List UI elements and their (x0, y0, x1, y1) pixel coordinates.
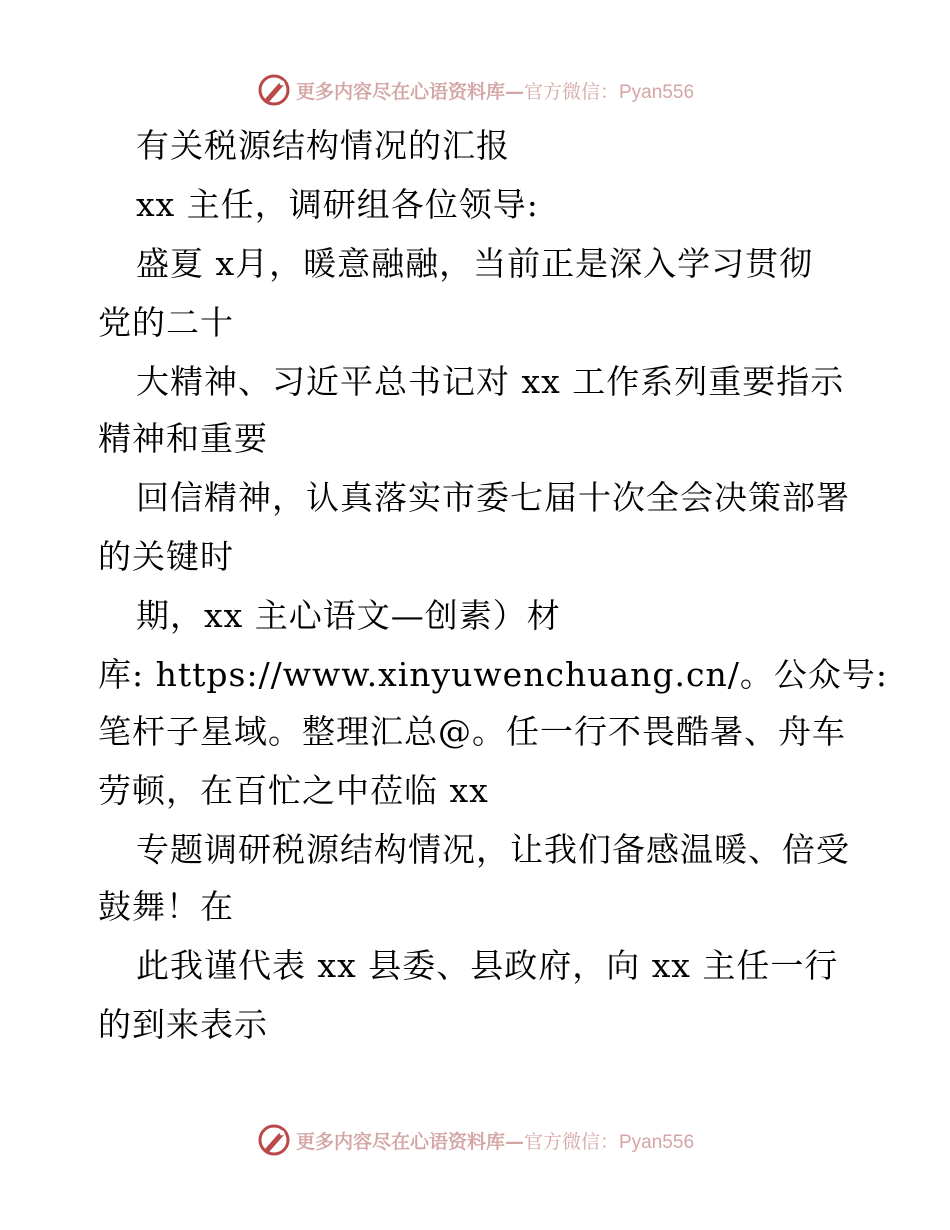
paragraph-line: 笔杆子星域。整理汇总@。任一行不畏酷暑、舟车 (98, 712, 846, 751)
paragraph-line: 鼓舞！在 (98, 887, 234, 926)
paragraph-line: 库: https://www.xinyuwenchuang.cn/。公众号: (98, 655, 888, 694)
paragraph-line: 党的二十 (98, 303, 234, 342)
watermark-wechat: 官方微信：Pyan556 (524, 1131, 695, 1153)
paragraph-line: 此我谨代表 xx 县委、县政府，向 xx 主任一行 (136, 946, 839, 985)
paragraph-line: 劳顿，在百忙之中莅临 xx (98, 771, 489, 810)
paragraph-line: 精神和重要 (98, 419, 268, 458)
watermark-text: 更多内容尽在心语资料库— (295, 80, 524, 103)
header-watermark (0, 70, 950, 110)
paragraph-line: 大精神、习近平总书记对 xx 工作系列重要指示 (136, 362, 845, 401)
footer-watermark (0, 1120, 950, 1160)
watermark-wechat: 官方微信：Pyan556 (524, 81, 695, 103)
paragraph-line: 的关键时 (98, 537, 234, 576)
paragraph-line: 回信精神，认真落实市委七届十次全会决策部署 (136, 478, 850, 517)
document-title: 有关税源结构情况的汇报 (136, 126, 510, 165)
paragraph-line: 盛夏 x月，暖意融融，当前正是深入学习贯彻 (136, 244, 814, 283)
pen-logo-icon (256, 1122, 292, 1158)
paragraph-line: 专题调研税源结构情况，让我们备感温暖、倍受 (136, 830, 850, 869)
watermark-text: 更多内容尽在心语资料库— (295, 1130, 524, 1153)
salutation: xx 主任，调研组各位领导: (136, 185, 539, 224)
paragraph-line: 期，xx 主心语文—创素）材 (136, 596, 561, 635)
paragraph-line: 的到来表示 (98, 1005, 268, 1044)
pen-logo-icon (256, 72, 292, 108)
